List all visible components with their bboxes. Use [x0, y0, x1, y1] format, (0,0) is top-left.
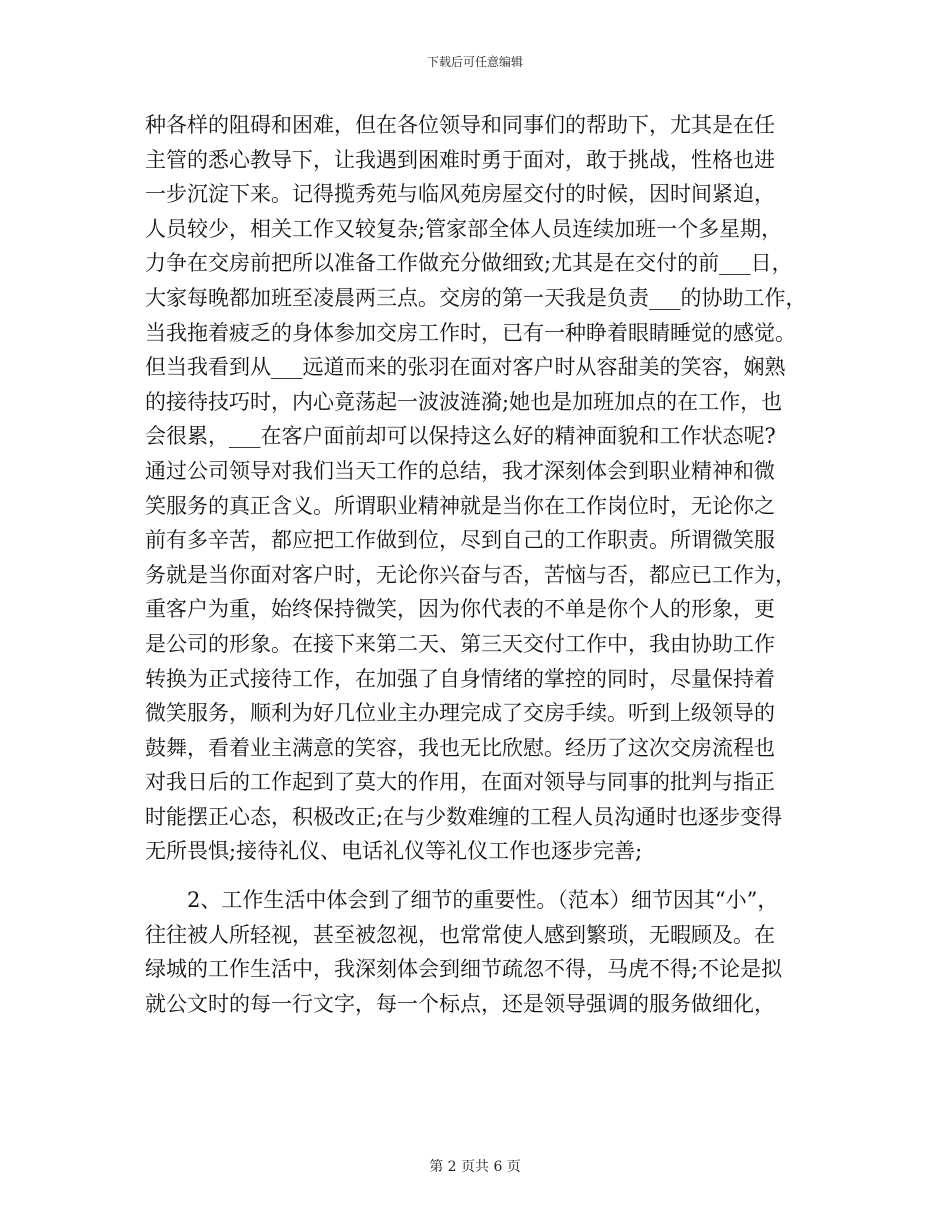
text-line: 种各样的阻碍和困难，但在各位领导和同事们的帮助下，尤其是在任 [145, 113, 775, 137]
text-line: 微笑服务，顺利为好几位业主办理完成了交房手续。听到上级领导的 [145, 701, 775, 726]
document-body [145, 108, 820, 1021]
text-line: 往往被人所轻视，甚至被忽视，也常常使人感到繁琐，无暇顾及。在 [145, 922, 775, 947]
text-line: 鼓舞，看着业主满意的笑容，我也无比欣慰。经历了这次交房流程也 [145, 735, 775, 760]
text-line: 2、工作生活中体会到了细节的重要性。（范本）细节因其“小”， [187, 888, 779, 913]
paragraph-2 [145, 883, 820, 1021]
text-line: 时能摆正心态，积极改正;在与少数难缠的工程人员沟通时也逐步变得 [145, 804, 783, 829]
text-line: 主管的悉心教导下，让我遇到困难时勇于面对，敢于挑战，性格也进 [145, 147, 775, 172]
text-line: 无所畏惧;接待礼仪、电话礼仪等礼仪工作也逐步完善; [145, 839, 643, 864]
text-line: 力争在交房前把所以准备工作做充分做细致;尤其是在交付的前___日， [145, 251, 793, 276]
text-line: 绿城的工作生活中，我深刻体会到细节疏忽不得，马虎不得;不论是拟 [145, 957, 783, 982]
text-line: 转换为正式接待工作，在加强了自身情绪的掌控的同时，尽量保持着 [145, 666, 775, 691]
text-line: 笑服务的真正含义。所谓职业精神就是当你在工作岗位时，无论你之 [145, 493, 775, 518]
text-line: 当我拖着疲乏的身体参加交房工作时，已有一种睁着眼睛睡觉的感觉。 [145, 320, 796, 345]
text-line: 但当我看到从___远道而来的张羽在面对客户时从容甜美的笑容，娴熟 [145, 355, 786, 380]
paragraph-1 [145, 108, 820, 869]
text-line: 一步沉淀下来。记得揽秀苑与临风苑房屋交付的时候，因时间紧迫， [145, 182, 775, 207]
page-footer: 第 2 页共 6 页 [429, 1159, 521, 1175]
text-line: 务就是当你面对客户时，无论你兴奋与否，苦恼与否，都应已工作为， [145, 562, 796, 587]
text-line: 的接待技巧时，内心竟荡起一波波涟漪;她也是加班加点的在工作，也 [145, 389, 783, 414]
text-line: 会很累，___在客户面前却可以保持这么好的精神面貌和工作状态呢? [145, 424, 776, 449]
text-line: 大家每晚都加班至凌晨两三点。交房的第一天我是负责___的协助工作， [145, 285, 807, 310]
text-line: 对我日后的工作起到了莫大的作用，在面对领导与同事的批判与指正 [145, 770, 775, 795]
page-header: 下载后可任意编辑 [426, 55, 523, 69]
text-line: 人员较少，相关工作又较复杂;管家部全体人员连续加班一个多星期， [145, 216, 783, 241]
text-line: 是公司的形象。在接下来第二天、第三天交付工作中，我由协助工作 [145, 631, 775, 656]
text-line: 重客户为重，始终保持微笑，因为你代表的不单是你个人的形象，更 [145, 597, 775, 622]
paragraph-gap [145, 869, 820, 883]
text-line: 前有多辛苦，都应把工作做到位，尽到自己的工作职责。所谓微笑服 [145, 528, 775, 553]
text-line: 通过公司领导对我们当天工作的总结，我才深刻体会到职业精神和微 [145, 458, 775, 483]
text-line: 就公文时的每一行文字，每一个标点，还是领导强调的服务做细化， [145, 991, 775, 1016]
